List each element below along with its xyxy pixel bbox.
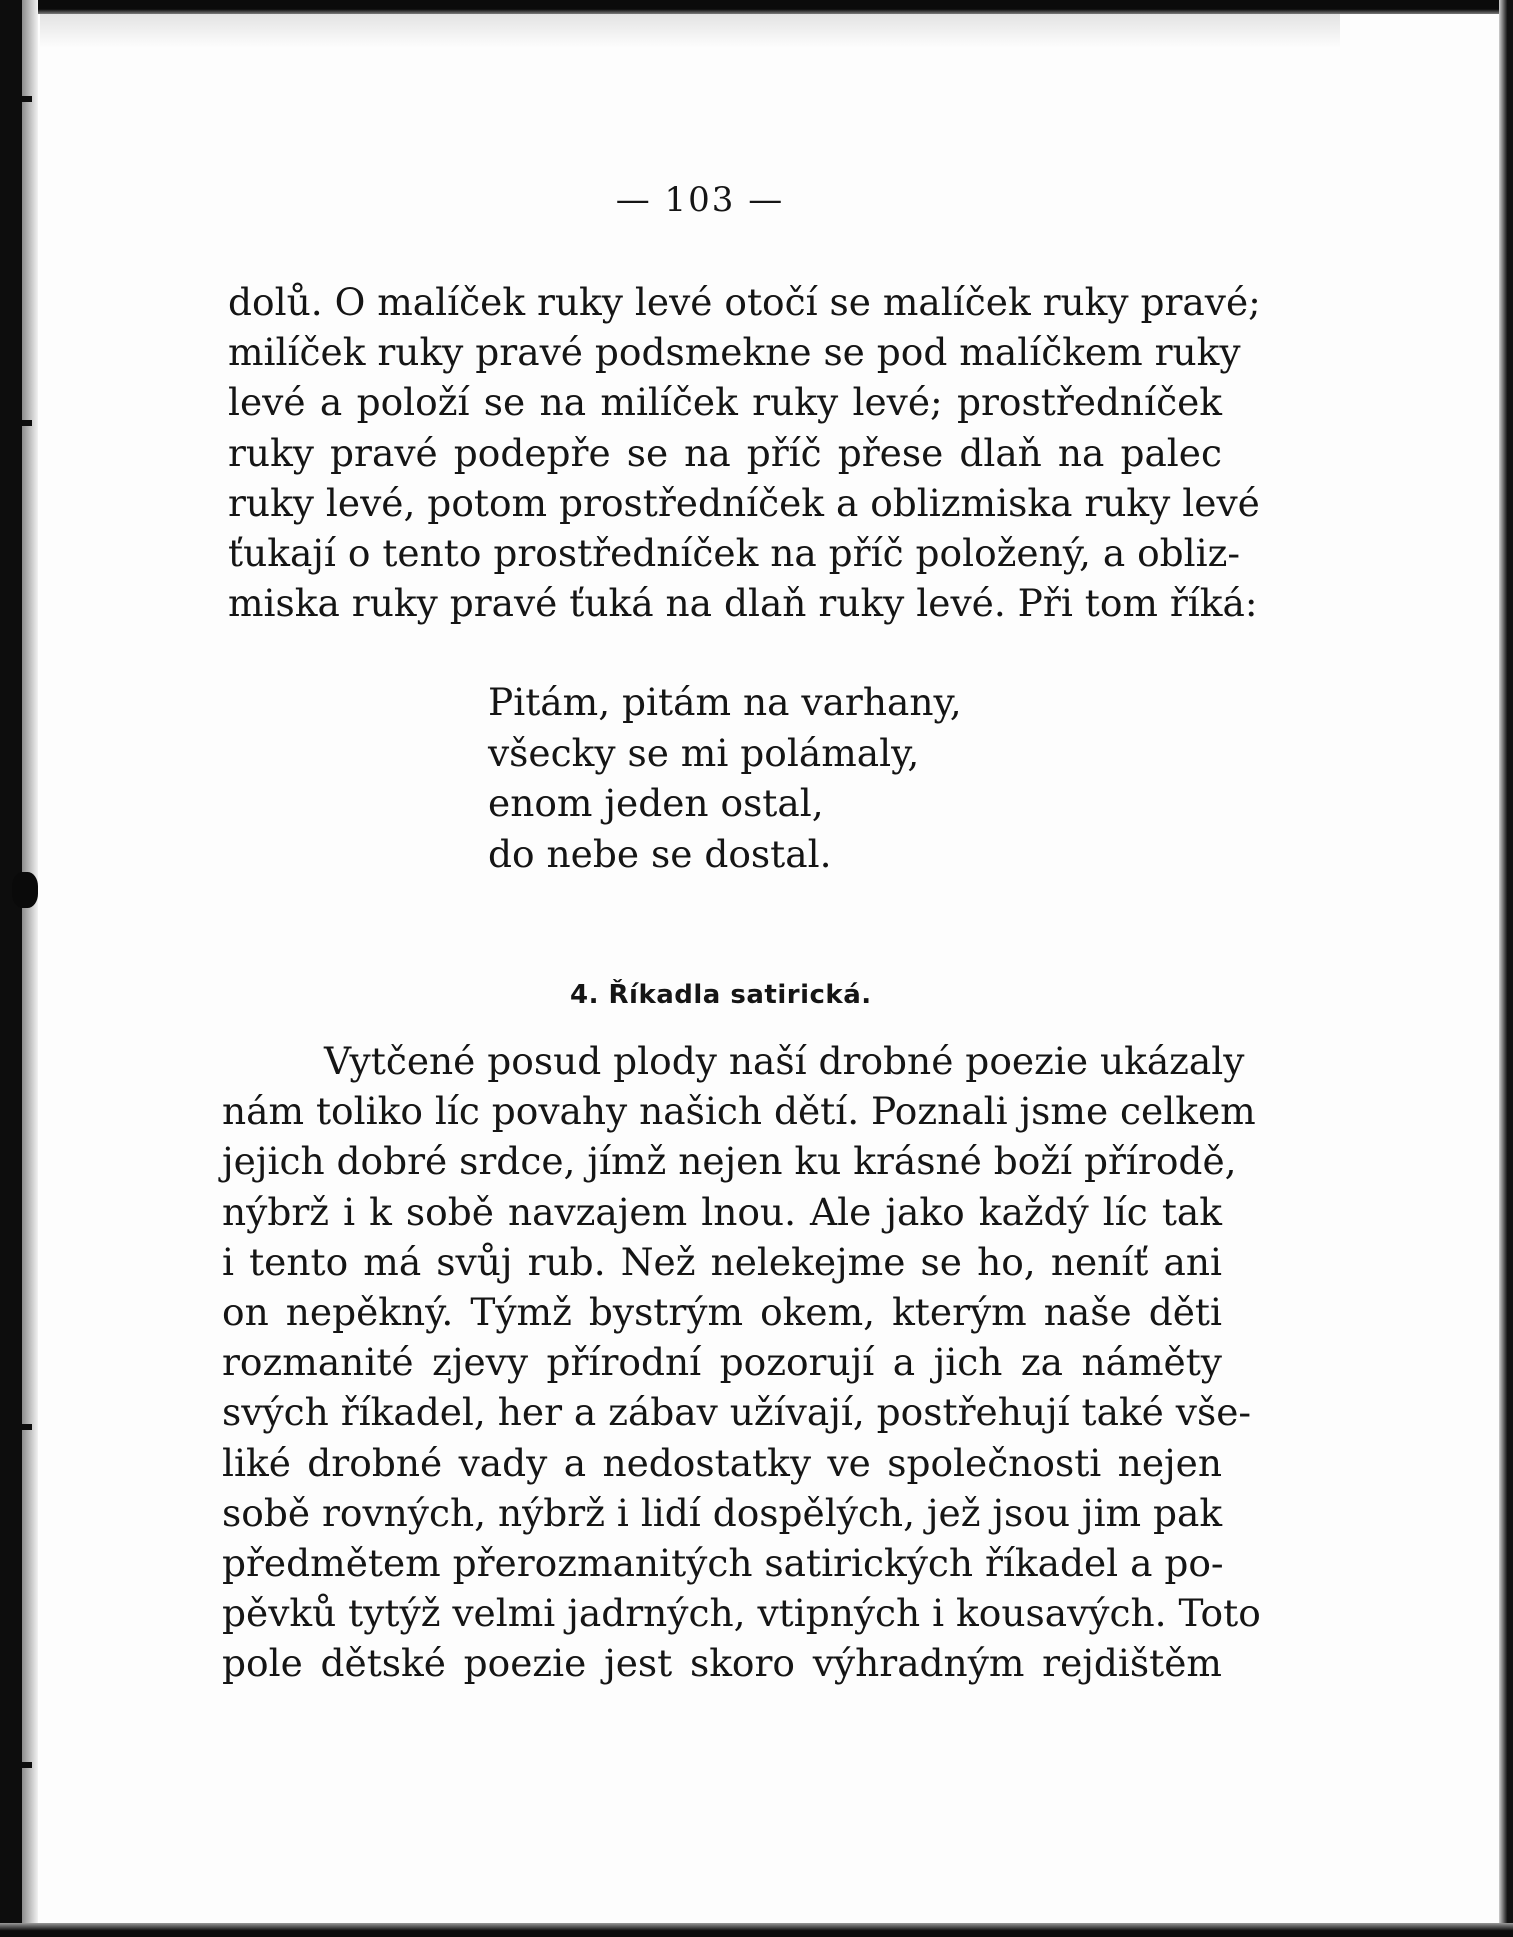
text-line: levé a položí se na milíček ruky levé; prostředníček — [228, 380, 1222, 425]
verse-line: všecky se mi polámaly, — [488, 730, 920, 775]
text-line: svých říkadel, her a zábav užívají, postřehují také vše- — [222, 1390, 1252, 1435]
binding-mark — [14, 96, 32, 102]
text-line: i tento má svůj rub. Než nelekejme se ho, neníť ani — [222, 1239, 1222, 1284]
scan-border-right — [1499, 0, 1513, 1937]
page-number: — 103 — — [615, 180, 785, 220]
text-line: pole dětské poezie jest skoro výhradným rejdištěm — [222, 1641, 1222, 1686]
text-line: nám toliko líc povahy našich dětí. Poznali jsme celkem — [222, 1089, 1256, 1134]
text-line: rozmanité zjevy přírodní pozorují a jich za náměty — [222, 1340, 1222, 1385]
paragraph-2 — [222, 1036, 1261, 1689]
text-line: Vytčené posud plody naší drobné poezie ukázaly — [324, 1039, 1245, 1083]
text-line: liké drobné vady a nedostatky ve společnosti nejen — [222, 1440, 1222, 1485]
text-line: ruky levé, potom prostředníček a oblizmiska ruky levé — [228, 480, 1260, 525]
text-line: ruky pravé podepře se na příč přese dlaň na palec — [228, 430, 1222, 475]
text-line: ťukají o tento prostředníček na příč položený, a obliz- — [228, 531, 1241, 576]
scan-border-top — [0, 0, 1513, 14]
text-line: milíček ruky pravé podsmekne se pod malíčkem ruky — [228, 330, 1241, 375]
verse-line: Pitám, pitám na varhany, — [488, 680, 962, 724]
text-line: pěvků tytýž velmi jadrných, vtipných i kousavých. Toto — [222, 1591, 1261, 1636]
text-line: miska ruky pravé ťuká na dlaň ruky levé. Při tom říká: — [228, 581, 1258, 626]
verse-line: do nebe se dostal. — [488, 831, 832, 876]
text-line: jejich dobré srdce, jímž nejen ku krásné boží přírodě, — [222, 1139, 1237, 1184]
rhyme-verse — [488, 677, 962, 879]
paragraph-1 — [228, 277, 1261, 628]
binding-mark — [12, 872, 38, 908]
text-line: sobě rovných, nýbrž i lidí dospělých, jež jsou jim pak — [222, 1490, 1223, 1535]
text-line: on nepěkný. Týmž bystrým okem, kterým naše děti — [222, 1290, 1222, 1335]
scan-shadow — [40, 14, 1340, 48]
scan-border-bottom — [0, 1923, 1513, 1937]
scan-border-left — [0, 0, 22, 1937]
text-line: dolů. O malíček ruky levé otočí se malíček ruky pravé; — [228, 280, 1261, 324]
verse-line: enom jeden ostal, — [488, 781, 824, 825]
binding-mark — [14, 420, 32, 426]
binding-mark — [14, 1424, 32, 1430]
page-gutter-shadow — [22, 0, 38, 1937]
text-line: předmětem přerozmanitých satirických říkadel a po- — [222, 1541, 1224, 1586]
binding-mark — [14, 1762, 32, 1768]
text-line: nýbrž i k sobě navzajem lnou. Ale jako každý líc tak — [222, 1189, 1222, 1234]
section-heading: 4. Říkadla satirická. — [570, 980, 872, 1010]
